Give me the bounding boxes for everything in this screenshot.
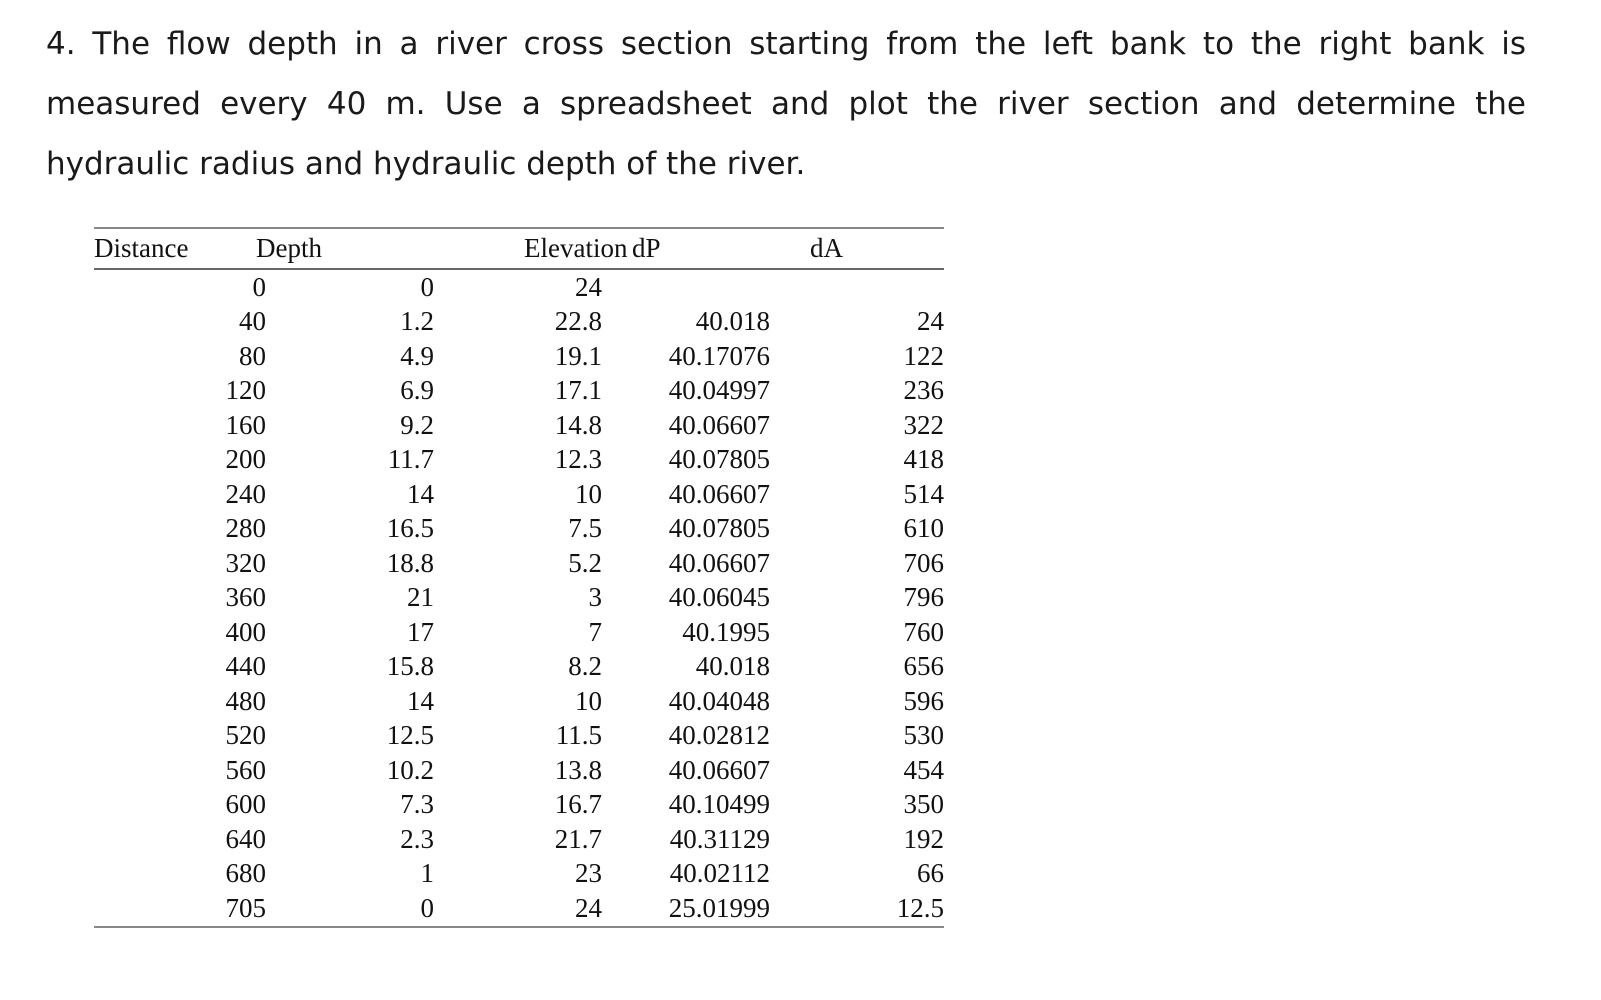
cell-elevation: 7.5 (568, 513, 602, 544)
cell-da: 236 (903, 375, 944, 406)
cell-depth: 6.9 (400, 375, 434, 406)
cell-depth: 16.5 (386, 513, 434, 544)
cell-depth: 1 (420, 858, 434, 889)
cell-elevation: 3 (588, 582, 602, 613)
table-row (94, 891, 944, 927)
cell-elevation: 23 (575, 858, 602, 889)
cell-da: 350 (903, 789, 944, 820)
cell-distance: 240 (225, 478, 266, 509)
cell-elevation: 19.1 (554, 340, 602, 371)
cell-elevation: 10 (575, 685, 602, 716)
table-row (94, 822, 944, 857)
cell-da: 66 (917, 858, 944, 889)
cell-depth: 4.9 (400, 340, 434, 371)
cell-distance: 360 (225, 582, 266, 613)
cell-distance: 560 (225, 754, 266, 785)
cell-da (770, 269, 944, 305)
table-row (94, 581, 944, 616)
cell-distance: 520 (225, 720, 266, 751)
table-body (94, 269, 944, 927)
cell-distance: 480 (225, 685, 266, 716)
table-row (94, 374, 944, 409)
table-row (94, 269, 944, 305)
table-row (94, 615, 944, 650)
cell-distance: 40 (239, 306, 266, 337)
cell-dp: 40.07805 (668, 513, 770, 544)
cell-dp: 40.07805 (668, 444, 770, 475)
cell-depth: 12.5 (386, 720, 434, 751)
cell-dp: 40.10499 (668, 789, 770, 820)
header-elevation: Elevation (524, 233, 628, 263)
cell-depth: 7.3 (400, 789, 434, 820)
cell-elevation: 7 (588, 616, 602, 647)
table-row (94, 650, 944, 685)
cell-da: 24 (917, 306, 944, 337)
table-row (94, 305, 944, 340)
cell-elevation: 24 (575, 271, 602, 302)
cell-da: 322 (903, 409, 944, 440)
cell-distance: 600 (225, 789, 266, 820)
cell-dp: 40.02812 (668, 720, 770, 751)
table-row (94, 857, 944, 892)
table-row (94, 408, 944, 443)
cell-distance: 280 (225, 513, 266, 544)
cell-da: 706 (903, 547, 944, 578)
table-row (94, 546, 944, 581)
cell-elevation: 17.1 (554, 375, 602, 406)
cell-dp: 40.018 (695, 306, 770, 337)
cell-dp: 40.31129 (669, 823, 770, 854)
cell-depth: 9.2 (400, 409, 434, 440)
cell-depth: 1.2 (400, 306, 434, 337)
cell-dp: 40.06607 (668, 409, 770, 440)
cell-distance: 640 (225, 823, 266, 854)
cell-da: 610 (903, 513, 944, 544)
cell-elevation: 12.3 (554, 444, 602, 475)
question-text: 4. The flow depth in a river cross section starting from the left bank to the right bank is measured every 40 m. Use a spreadsheet and plot the river section and determine the hydraulic radius and hydraulic depth of the river. (46, 26, 1526, 182)
cell-da: 514 (903, 478, 944, 509)
cell-da: 760 (903, 616, 944, 647)
cell-dp: 40.1995 (682, 616, 770, 647)
cell-da: 12.5 (896, 892, 944, 923)
cell-depth: 2.3 (400, 823, 434, 854)
table-row (94, 339, 944, 374)
header-depth: Depth (256, 233, 322, 263)
cell-depth: 15.8 (386, 651, 434, 682)
cell-dp: 40.06045 (668, 582, 770, 613)
table-row (94, 788, 944, 823)
cell-da: 454 (903, 754, 944, 785)
cell-dp: 40.018 (695, 651, 770, 682)
cell-elevation: 5.2 (568, 547, 602, 578)
cell-elevation: 11.5 (555, 720, 602, 751)
table-row (94, 512, 944, 547)
cell-elevation: 8.2 (568, 651, 602, 682)
cell-dp: 25.01999 (668, 892, 770, 923)
cell-depth: 0 (420, 892, 434, 923)
table-row (94, 684, 944, 719)
cell-elevation: 14.8 (554, 409, 602, 440)
cell-depth: 10.2 (386, 754, 434, 785)
cell-da: 796 (903, 582, 944, 613)
cell-depth: 11.7 (387, 444, 434, 475)
cell-depth: 0 (420, 271, 434, 302)
table-row (94, 443, 944, 478)
cell-distance: 0 (252, 271, 266, 302)
cell-elevation: 24 (575, 892, 602, 923)
cell-da: 418 (903, 444, 944, 475)
cell-distance: 80 (239, 340, 266, 371)
cell-elevation: 22.8 (554, 306, 602, 337)
header-da: dA (810, 233, 843, 263)
cell-dp: 40.04997 (668, 375, 770, 406)
cell-depth: 18.8 (386, 547, 434, 578)
table-row (94, 753, 944, 788)
header-dp: dP (632, 233, 661, 263)
cell-da: 192 (903, 823, 944, 854)
data-table (94, 227, 944, 928)
table-header-row (94, 228, 944, 269)
header-distance: Distance (94, 233, 189, 263)
cell-depth: 21 (407, 582, 434, 613)
table-row (94, 477, 944, 512)
cell-depth: 17 (407, 616, 434, 647)
cell-dp (602, 269, 770, 305)
cell-dp: 40.04048 (668, 685, 770, 716)
cell-distance: 120 (225, 375, 266, 406)
cell-distance: 680 (225, 858, 266, 889)
cell-dp: 40.02112 (669, 858, 770, 889)
cell-da: 530 (903, 720, 944, 751)
cell-depth: 14 (407, 478, 434, 509)
cell-elevation: 21.7 (554, 823, 602, 854)
cell-depth: 14 (407, 685, 434, 716)
cell-distance: 200 (225, 444, 266, 475)
cell-distance: 400 (225, 616, 266, 647)
cell-distance: 440 (225, 651, 266, 682)
cell-dp: 40.17076 (668, 340, 770, 371)
cell-elevation: 13.8 (554, 754, 602, 785)
cell-dp: 40.06607 (668, 478, 770, 509)
cell-da: 122 (903, 340, 944, 371)
cell-dp: 40.06607 (668, 547, 770, 578)
table-row (94, 719, 944, 754)
cell-distance: 705 (225, 892, 266, 923)
cell-dp: 40.06607 (668, 754, 770, 785)
cell-distance: 320 (225, 547, 266, 578)
cell-elevation: 10 (575, 478, 602, 509)
cell-distance: 160 (225, 409, 266, 440)
cell-elevation: 16.7 (554, 789, 602, 820)
cell-da: 656 (903, 651, 944, 682)
cell-da: 596 (903, 685, 944, 716)
